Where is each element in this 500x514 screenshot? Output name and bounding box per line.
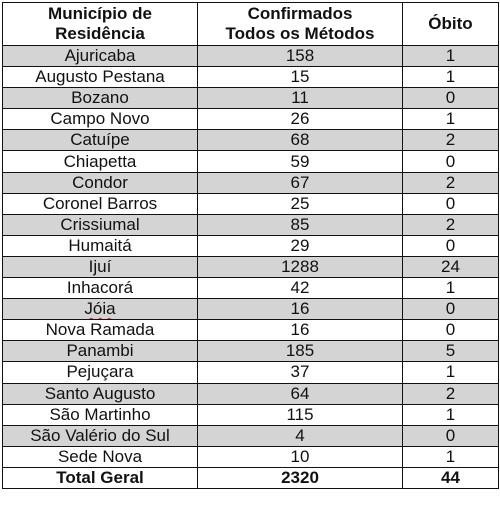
- table-row: [3, 214, 499, 235]
- header-municipio-line-1: Município de: [48, 4, 152, 23]
- header-municipio: [3, 3, 198, 46]
- cell-municipio: Sede Nova: [3, 446, 198, 467]
- table-row: [3, 404, 499, 425]
- cell-obito: 0: [403, 299, 499, 320]
- cell-confirmados: 11: [198, 88, 403, 109]
- cell-confirmados: 26: [198, 109, 403, 130]
- cell-municipio: São Martinho: [3, 404, 198, 425]
- cell-municipio: Humaitá: [3, 235, 198, 256]
- table-row: [3, 193, 499, 214]
- cell-municipio: Ijuí: [3, 256, 198, 277]
- table-row: [3, 256, 499, 277]
- cell-confirmados: 37: [198, 362, 403, 383]
- header-municipio-line-2: Residência: [55, 24, 145, 43]
- total-row: [3, 467, 499, 488]
- cell-municipio: Condor: [3, 172, 198, 193]
- cell-confirmados: 158: [198, 46, 403, 67]
- cell-municipio: Chiapetta: [3, 151, 198, 172]
- cell-municipio: Catuípe: [3, 130, 198, 151]
- cell-municipio: Nova Ramada: [3, 320, 198, 341]
- total-obito: 44: [403, 467, 499, 488]
- table-row: [3, 172, 499, 193]
- cell-confirmados: 29: [198, 235, 403, 256]
- table-body: [3, 46, 499, 468]
- cell-confirmados: 16: [198, 299, 403, 320]
- cell-confirmados: 59: [198, 151, 403, 172]
- cell-obito: 0: [403, 320, 499, 341]
- cell-confirmados: 25: [198, 193, 403, 214]
- covid-cases-table: [2, 2, 499, 489]
- cell-obito: 0: [403, 88, 499, 109]
- cell-municipio: Coronel Barros: [3, 193, 198, 214]
- table-row: [3, 151, 499, 172]
- table-row: [3, 235, 499, 256]
- cell-obito: 24: [403, 256, 499, 277]
- table-row: [3, 67, 499, 88]
- table-row: [3, 130, 499, 151]
- table-row: [3, 299, 499, 320]
- cell-obito: 2: [403, 172, 499, 193]
- table-row: [3, 425, 499, 446]
- cell-confirmados: 15: [198, 67, 403, 88]
- cell-municipio: Jóia: [3, 299, 198, 320]
- cell-obito: 5: [403, 341, 499, 362]
- cell-obito: 1: [403, 109, 499, 130]
- cell-obito: 2: [403, 130, 499, 151]
- table-row: [3, 88, 499, 109]
- cell-confirmados: 4: [198, 425, 403, 446]
- cell-confirmados: 115: [198, 404, 403, 425]
- table-row: [3, 362, 499, 383]
- table-row: [3, 278, 499, 299]
- cell-obito: 1: [403, 46, 499, 67]
- cell-municipio: Panambi: [3, 341, 198, 362]
- cell-municipio: Augusto Pestana: [3, 67, 198, 88]
- cell-municipio: Bozano: [3, 88, 198, 109]
- covid-table-container: [2, 2, 498, 489]
- cell-obito: 0: [403, 151, 499, 172]
- table-row: [3, 383, 499, 404]
- cell-confirmados: 68: [198, 130, 403, 151]
- cell-municipio: São Valério do Sul: [3, 425, 198, 446]
- header-obito: Óbito: [403, 3, 499, 46]
- cell-confirmados: 42: [198, 278, 403, 299]
- cell-confirmados: 85: [198, 214, 403, 235]
- cell-municipio: Santo Augusto: [3, 383, 198, 404]
- cell-obito: 1: [403, 278, 499, 299]
- cell-obito: 0: [403, 425, 499, 446]
- cell-confirmados: 1288: [198, 256, 403, 277]
- cell-municipio: Ajuricaba: [3, 46, 198, 67]
- cell-confirmados: 185: [198, 341, 403, 362]
- cell-obito: 2: [403, 383, 499, 404]
- cell-municipio: Inhacorá: [3, 278, 198, 299]
- cell-confirmados: 10: [198, 446, 403, 467]
- cell-obito: 2: [403, 214, 499, 235]
- table-row: [3, 446, 499, 467]
- cell-obito: 0: [403, 235, 499, 256]
- table-row: [3, 320, 499, 341]
- header-confirmados-line-1: Confirmados: [247, 4, 353, 23]
- cell-municipio: Campo Novo: [3, 109, 198, 130]
- cell-municipio: Crissiumal: [3, 214, 198, 235]
- cell-obito: 1: [403, 404, 499, 425]
- cell-confirmados: 16: [198, 320, 403, 341]
- table-row: [3, 46, 499, 67]
- cell-confirmados: 64: [198, 383, 403, 404]
- table-row: [3, 109, 499, 130]
- cell-confirmados: 67: [198, 172, 403, 193]
- table-row: [3, 341, 499, 362]
- cell-municipio: Pejuçara: [3, 362, 198, 383]
- header-confirmados-line-2: Todos os Métodos: [225, 24, 375, 43]
- cell-obito: 0: [403, 193, 499, 214]
- header-row: [3, 3, 499, 46]
- total-label: Total Geral: [3, 467, 198, 488]
- cell-obito: 1: [403, 446, 499, 467]
- cell-obito: 1: [403, 67, 499, 88]
- cell-obito: 1: [403, 362, 499, 383]
- header-confirmados: [198, 3, 403, 46]
- total-confirmados: 2320: [198, 467, 403, 488]
